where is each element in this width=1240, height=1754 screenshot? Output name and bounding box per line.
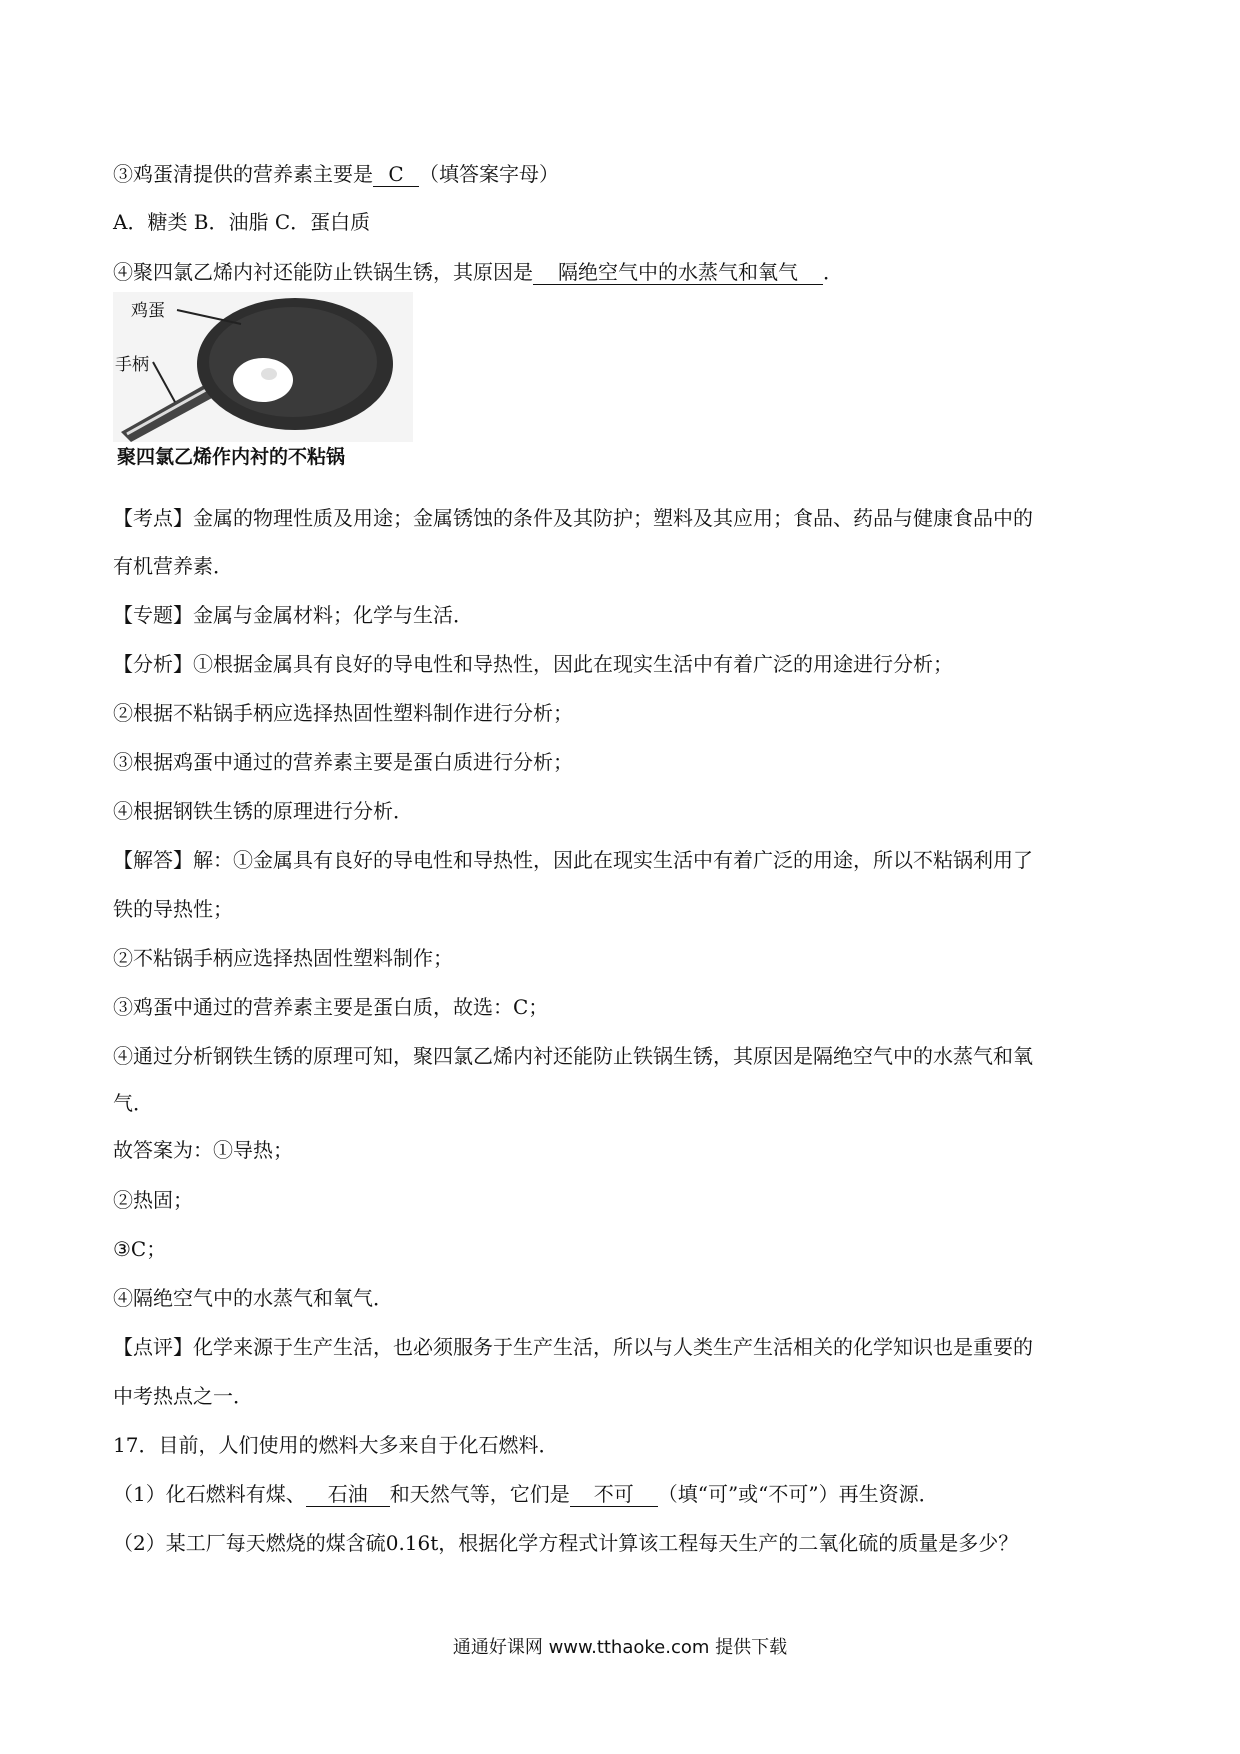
- question-4: [113, 258, 843, 286]
- fenxi-line-3: ③根据鸡蛋中通过的营养素主要是蛋白质进行分析；: [113, 750, 573, 774]
- jieda-line-7: 故答案为：①导热；: [113, 1138, 293, 1162]
- q4-answer-blank: 隔绝空气中的水蒸气和氧气: [533, 260, 823, 285]
- figure-caption: 聚四氯乙烯作内衬的不粘锅: [117, 446, 346, 468]
- jieda-line-4: ③鸡蛋中通过的营养素主要是蛋白质，故选：C；: [113, 995, 549, 1019]
- kaodian-line-1: 【考点】金属的物理性质及用途；金属锈蚀的条件及其防护；塑料及其应用；食品、药品与健康食品中的: [113, 506, 1033, 530]
- q3-suffix: （填答案字母）: [419, 162, 559, 186]
- q4-prefix: ④聚四氯乙烯内衬还能防止铁锅生锈，其原因是: [113, 260, 533, 284]
- jieda-line-5: ④通过分析钢铁生锈的原理可知，聚四氯乙烯内衬还能防止铁锅生锈，其原因是隔绝空气中的水蒸气和氧: [113, 1044, 1033, 1068]
- q17-p1-text-c: （填“可”或“不可”）再生资源．: [657, 1482, 939, 1506]
- q3-answer-blank: C: [373, 162, 419, 187]
- label-handle: 手柄: [115, 355, 149, 375]
- q17-part-1: [113, 1480, 939, 1508]
- q3-options: A．糖类 B．油脂 C．蛋白质: [113, 210, 371, 234]
- q17-p1-text-a: （1）化石燃料有煤、: [113, 1482, 306, 1506]
- q17-p1-text-b: 和天然气等，它们是: [389, 1482, 570, 1506]
- fenxi-line-2: ②根据不粘锅手柄应选择热固性塑料制作进行分析；: [113, 701, 573, 725]
- kaodian-line-2: 有机营养素．: [113, 554, 233, 578]
- q17-stem: 17．目前，人们使用的燃料大多来自于化石燃料．: [113, 1433, 559, 1457]
- q3-prefix: ③鸡蛋清提供的营养素主要是: [113, 162, 373, 186]
- dianping-line-1: 【点评】化学来源于生产生活，也必须服务于生产生活，所以与人类生产生活相关的化学知识也是重要的: [113, 1335, 1033, 1359]
- page-footer: 通通好课网 www.tthaoke.com 提供下载: [452, 1637, 788, 1658]
- q17-blank-1: 石油: [306, 1482, 390, 1507]
- jieda-line-2: 铁的导热性；: [113, 897, 233, 921]
- jieda-line-6: 气．: [113, 1091, 153, 1115]
- jieda-line-8: ②热固；: [113, 1188, 193, 1212]
- fenxi-line-1: 【分析】①根据金属具有良好的导电性和导热性，因此在现实生活中有着广泛的用途进行分析；: [113, 652, 953, 676]
- q17-part-2: （2）某工厂每天燃烧的煤含硫0.16t，根据化学方程式计算该工程每天生产的二氧化硫的质量是多少？: [113, 1531, 1019, 1555]
- jieda-line-9: ③C；: [113, 1237, 167, 1261]
- label-egg: 鸡蛋: [131, 301, 165, 321]
- fenxi-line-4: ④根据钢铁生锈的原理进行分析．: [113, 799, 413, 823]
- pan-figure: [113, 292, 413, 470]
- dianping-line-2: 中考热点之一．: [113, 1384, 253, 1408]
- jieda-line-1: 【解答】解：①金属具有良好的导电性和导热性，因此在现实生活中有着广泛的用途，所以不粘锅利用了: [113, 848, 1033, 872]
- jieda-line-10: ④隔绝空气中的水蒸气和氧气．: [113, 1286, 393, 1310]
- jieda-line-3: ②不粘锅手柄应选择热固性塑料制作；: [113, 946, 453, 970]
- question-3: [113, 160, 559, 188]
- zhuanti-line: 【专题】金属与金属材料；化学与生活．: [113, 603, 473, 627]
- q17-blank-2: 不可: [570, 1482, 658, 1507]
- q4-suffix: ．: [823, 260, 843, 284]
